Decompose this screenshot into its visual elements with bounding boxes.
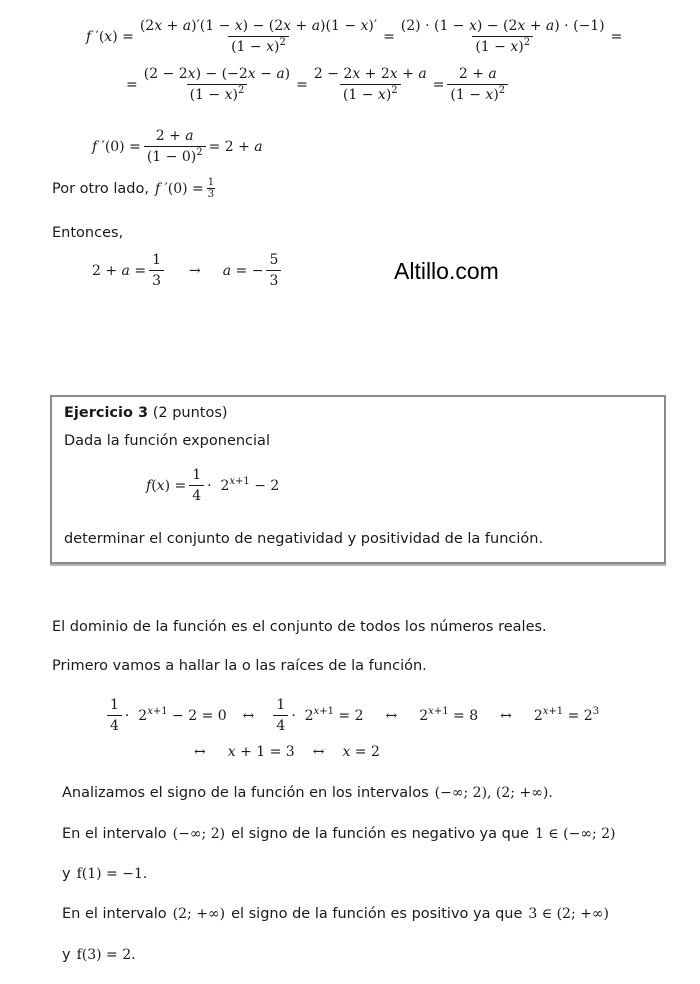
exponential-function: f(x) = $\frac{1}{4}$ · $2^{x+1} - 2$: [146, 467, 280, 504]
otro-lado-line: Por otro lado, f ′(0) = $\frac{1}{3}$: [52, 177, 215, 200]
interval-positive-line: [62, 906, 609, 922]
one-in-math: 1 ∈ (−∞; 2): [534, 826, 616, 842]
exercise-title-label: Ejercicio 3: [64, 405, 149, 421]
int2-suffix: el signo de la función es positivo ya que: [231, 906, 523, 922]
watermark-text: Altillo.com: [394, 258, 499, 284]
f3-math: f(3) = 2.: [76, 947, 136, 963]
analizamos-text: Analizamos el signo de la función en los intervalos: [62, 785, 429, 801]
otro-lado-text: Por otro lado,: [52, 180, 149, 197]
f1-line: [62, 866, 147, 882]
int1-prefix: En el intervalo: [62, 826, 167, 842]
dominio-text: El dominio de la función es el conjunto de todos los números reales.: [52, 619, 547, 635]
solve-a-equation: 2 + a = $\frac{1}{3}$ → a = − $\frac{5}{3}$: [92, 252, 284, 289]
int-pos-math: (2; +∞): [172, 906, 226, 922]
exercise-intro: Dada la función exponencial: [64, 433, 270, 449]
analizamos-line: [62, 785, 553, 801]
exercise-task: determinar el conjunto de negatividad y positividad de la función.: [64, 531, 544, 547]
f1-math: f(1) = −1.: [76, 866, 148, 882]
intervals-math: (−∞; 2), (2; +∞).: [434, 785, 553, 801]
derivative-line-1: f ′(x) = $\frac{(2x + a)'(1 - x) - (2x + a)(1 - x)'}{(1 - x)^2}$ = $\frac{(2) \cdot (1 - x) - (2x + a) \cdot (-1)}{(1 - x)^2}$ =: [86, 18, 623, 55]
derivative-line-2: = $\frac{(2 - 2x) - (-2x - a)}{(1 - x)^2}$ = $\frac{2 - 2x + 2x + a}{(1 - x)^2}$ = $\frac{2 + a}{(1 - x)^2}$: [126, 66, 511, 103]
roots-equation-line-2: ↔ x + 1 = 3 ↔ x = 2: [194, 744, 380, 760]
int-neg-math: (−∞; 2): [172, 826, 226, 842]
y-text-1: y: [62, 866, 71, 882]
roots-equation-line-1: $\frac{1}{4}$ · $2^{x+1} - 2 = 0$ ↔ $\frac{1}{4}$ · $2^{x+1} = 2$ ↔ $2^{x+1} = 8$ ↔ $2^{x+1} = 2^3$: [104, 697, 599, 734]
raices-text: Primero vamos a hallar la o las raíces de la función.: [52, 658, 427, 674]
interval-negative-line: [62, 826, 616, 842]
int2-prefix: En el intervalo: [62, 906, 167, 922]
exercise-points: (2 puntos): [152, 405, 228, 421]
y-text-2: y: [62, 947, 71, 963]
int1-suffix: el signo de la función es negativo ya que: [231, 826, 529, 842]
three-in-math: 3 ∈ (2; +∞): [528, 906, 609, 922]
f3-line: [62, 947, 136, 963]
entonces-text: Entonces,: [52, 225, 124, 241]
derivative-at-zero: f ′(0) = $\frac{2 + a}{(1 - 0)^2}$ = 2 + a: [92, 128, 263, 165]
exercise-title: [64, 405, 228, 421]
exercise-3-box: [50, 395, 666, 564]
